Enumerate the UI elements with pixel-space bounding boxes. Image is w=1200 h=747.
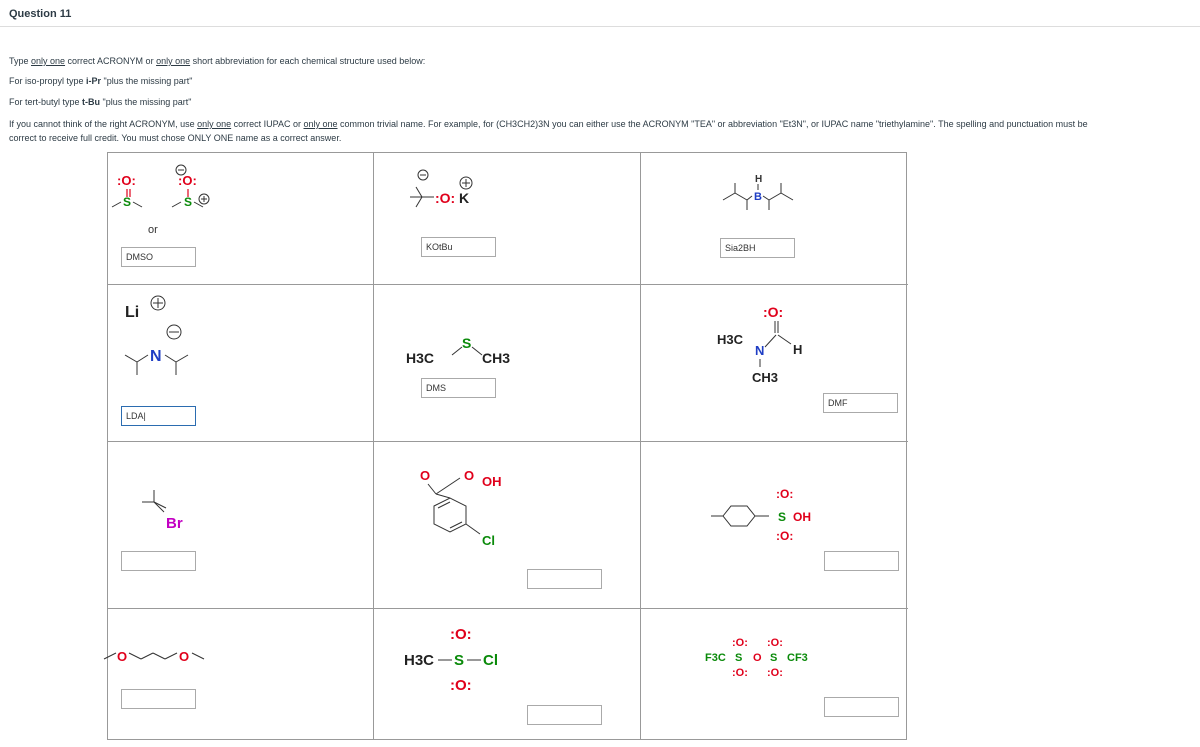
- sulfur-atom: S: [454, 652, 465, 669]
- methyl-left: H3C: [406, 350, 435, 366]
- text-bold: i-Pr: [86, 76, 102, 86]
- bridging-oxygen: O: [753, 652, 762, 664]
- nitrogen-atom: N: [150, 348, 162, 365]
- question-title: Question 11: [9, 8, 72, 20]
- cell-mcpba: [374, 442, 641, 609]
- bond: [133, 202, 142, 207]
- n-methyl-1: H3C: [717, 332, 744, 347]
- methyl-right: CH3: [482, 350, 511, 366]
- bond: [472, 347, 482, 355]
- formyl-hydrogen: H: [793, 342, 803, 357]
- cell-tf2o: [641, 609, 908, 740]
- dms-structure: [374, 285, 641, 442]
- sulfonyl-oxygen-1: :O:: [450, 626, 472, 643]
- cell-kotbu: [374, 153, 641, 285]
- n-methyl-2: CH3: [752, 370, 779, 385]
- methyl-group: H3C: [404, 652, 435, 669]
- answer-input-dme[interactable]: [121, 689, 196, 709]
- cell-dmso: [108, 153, 374, 285]
- sulfur-atom: S: [462, 335, 472, 351]
- text: For tert-butyl type: [9, 97, 83, 107]
- answer-input-sia2bh[interactable]: [720, 238, 795, 258]
- bond: [141, 653, 153, 659]
- answer-input-dmf[interactable]: [823, 393, 898, 413]
- text: "plus the missing part": [100, 97, 192, 107]
- dme-structure: [108, 609, 374, 740]
- instruction-line-1: [9, 56, 425, 66]
- sulfonyl-oxygen-3: :O:: [732, 667, 748, 679]
- bond: [165, 653, 177, 659]
- bond: [765, 335, 776, 347]
- bond: [466, 524, 480, 534]
- cell-tsoh: [641, 442, 908, 609]
- potassium-label: K: [459, 190, 470, 206]
- sulfonyl-oxygen-4: :O:: [767, 667, 783, 679]
- bond: [192, 653, 204, 659]
- cell-dme: [108, 609, 374, 740]
- text: common trivial name. For example, for (CH3CH2)3N you can either use the ACRONYM "TEA" or abbreviation "Et3N", or IUPAC name "triethylamine". The spelling and punctuation must be: [337, 119, 1088, 129]
- bond: [735, 193, 747, 200]
- cell-lda: [108, 285, 374, 442]
- text: If you cannot think of the right ACRONYM, use: [9, 119, 198, 129]
- cell-mscl: [374, 609, 641, 740]
- structure-table: [107, 152, 907, 740]
- bond: [176, 355, 188, 362]
- instruction-line-2: [9, 76, 192, 86]
- bond: [428, 484, 436, 494]
- sulfonyl-oxygen-1: :O:: [776, 487, 794, 501]
- carbonyl-oxygen: :O:: [763, 304, 784, 320]
- tbubr-structure: [108, 442, 374, 609]
- carbonyl-oxygen: O: [420, 468, 431, 483]
- bond: [781, 193, 793, 200]
- boron-atom: B: [754, 191, 762, 203]
- ether-oxygen-1: O: [117, 649, 128, 664]
- tf2o-structure: [641, 609, 908, 740]
- kotbu-oxygen: :O:: [435, 190, 456, 206]
- bond: [416, 197, 422, 207]
- trifluoromethyl-right: CF3: [787, 652, 808, 664]
- bond: [747, 196, 752, 200]
- nitrogen-atom: N: [755, 343, 765, 358]
- hydroxyl-group: OH: [793, 510, 811, 524]
- text-underlined: only one: [197, 119, 232, 129]
- text: correct IUPAC or: [231, 119, 304, 129]
- bond: [416, 187, 422, 197]
- bond: [165, 355, 176, 362]
- dmso-oxygen-1: :O:: [117, 173, 136, 188]
- answer-input-lda[interactable]: [121, 406, 196, 426]
- answer-input-dms[interactable]: [421, 378, 496, 398]
- bond: [172, 202, 181, 207]
- bond: [154, 502, 164, 512]
- kotbu-structure: [374, 153, 641, 285]
- bromine-atom: Br: [166, 515, 183, 532]
- answer-input-mcpba[interactable]: [527, 569, 602, 589]
- answer-input-kotbu[interactable]: [421, 237, 496, 257]
- text-underlined: only one: [303, 119, 338, 129]
- chlorine-atom: Cl: [482, 533, 495, 548]
- lithium-label: Li: [125, 304, 140, 321]
- cell-tbubr: [108, 442, 374, 609]
- sulfur-atom-1: S: [735, 652, 743, 664]
- instruction-line-3: [9, 97, 191, 107]
- sulfonyl-oxygen-2: :O:: [450, 677, 472, 694]
- text-underlined: only one: [31, 56, 66, 66]
- bond: [194, 202, 203, 207]
- text: short abbreviation for each chemical structure used below:: [190, 56, 426, 66]
- bond: [763, 196, 769, 200]
- text-bold: t-Bu: [82, 97, 101, 107]
- sulfonyl-oxygen-2: :O:: [776, 529, 794, 543]
- peroxy-oxygen: O: [464, 468, 475, 483]
- bond: [452, 347, 462, 355]
- bond: [436, 478, 460, 494]
- bond: [104, 653, 116, 659]
- cell-dms: [374, 285, 641, 442]
- dmso-oxygen-2: :O:: [178, 173, 197, 188]
- bond: [436, 494, 450, 498]
- hydroxyl-group: OH: [482, 474, 502, 489]
- bond: [723, 193, 735, 200]
- or-label: or: [148, 224, 158, 236]
- sulfonyl-oxygen-2: :O:: [767, 637, 783, 649]
- answer-input-dmso[interactable]: [121, 247, 196, 267]
- text-underlined: only one: [156, 56, 191, 66]
- dmso-sulfur-2: S: [184, 195, 193, 209]
- bond: [154, 502, 166, 508]
- question-header: [0, 0, 1200, 27]
- bond: [778, 335, 791, 344]
- text: "plus the missing part": [101, 76, 193, 86]
- benzene-ring: [723, 506, 755, 526]
- bond: [125, 355, 137, 362]
- instruction-line-4: [9, 119, 1088, 129]
- text: correct ACRONYM or: [65, 56, 157, 66]
- sulfonyl-oxygen-1: :O:: [732, 637, 748, 649]
- answer-input-tbubr[interactable]: [121, 551, 196, 571]
- answer-input-tf2o[interactable]: [824, 697, 899, 717]
- sia2bh-structure: [641, 153, 908, 285]
- chlorine-atom: Cl: [483, 652, 498, 669]
- tsoh-structure: [641, 442, 908, 609]
- boron-hydrogen: H: [755, 174, 763, 185]
- sulfur-atom-2: S: [770, 652, 778, 664]
- trifluoromethyl-left: F3C: [705, 652, 726, 664]
- cell-dmf: [641, 285, 908, 442]
- bond: [112, 202, 121, 207]
- text: Type: [9, 56, 32, 66]
- answer-input-mscl[interactable]: [527, 705, 602, 725]
- bond: [153, 653, 165, 659]
- benzene-ring: [434, 498, 466, 532]
- dmso-sulfur-1: S: [123, 195, 132, 209]
- text: For iso-propyl type: [9, 76, 87, 86]
- ether-oxygen-2: O: [179, 649, 190, 664]
- instruction-line-5: correct to receive full credit. You must chose ONLY ONE name as a correct answer.: [9, 133, 342, 143]
- cell-sia2bh: [641, 153, 908, 285]
- sulfur-atom: S: [778, 510, 787, 524]
- bond: [129, 653, 141, 659]
- answer-input-tsoh[interactable]: [824, 551, 899, 571]
- bond: [769, 193, 781, 200]
- bond: [137, 355, 148, 362]
- dmf-structure: [641, 285, 908, 442]
